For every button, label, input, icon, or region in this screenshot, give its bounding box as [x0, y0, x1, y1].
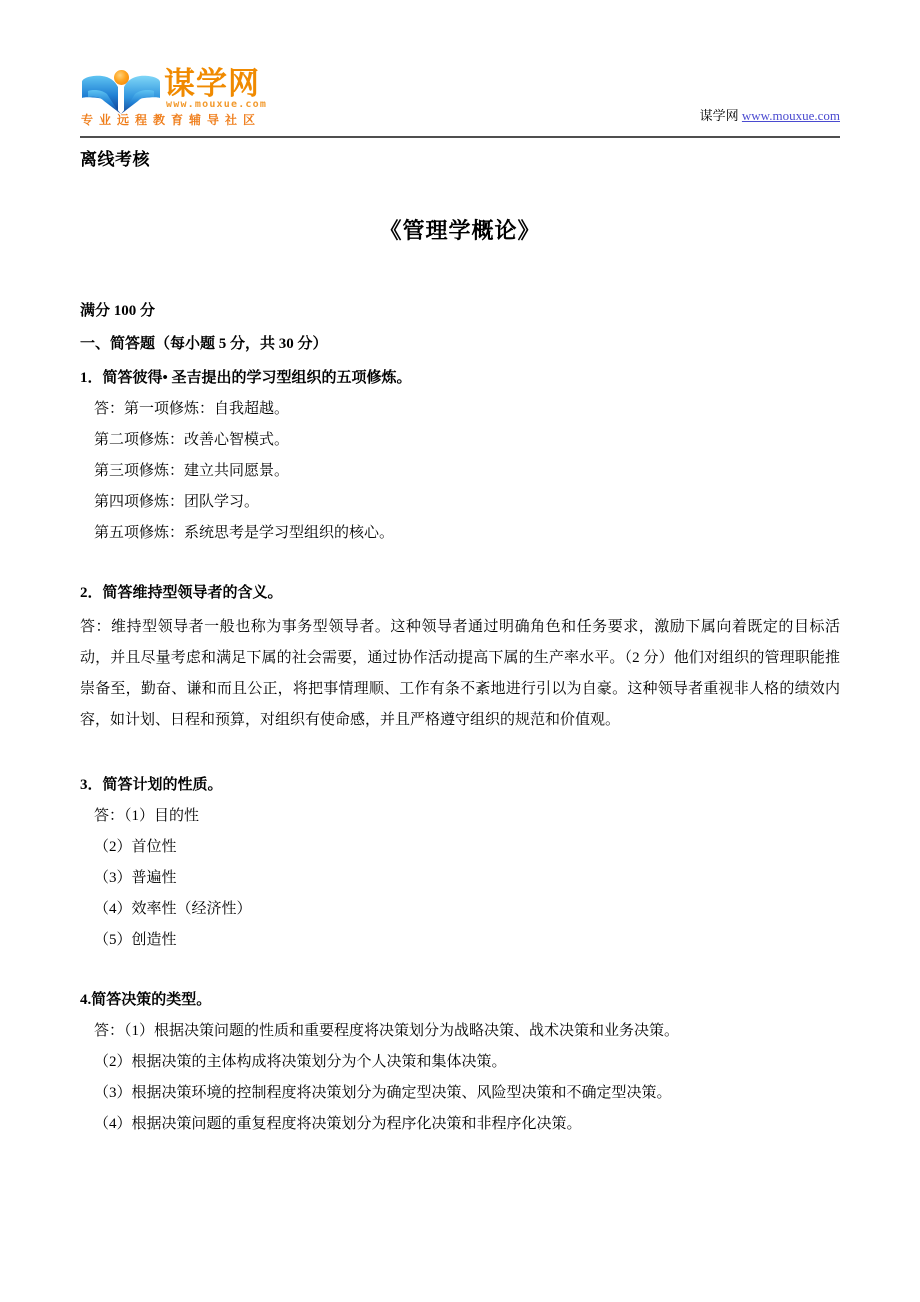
- kicker-heading: 离线考核: [80, 150, 150, 169]
- spacer: [80, 736, 840, 762]
- answer-3-line-5: （5）创造性: [94, 932, 177, 948]
- header-divider: [80, 136, 840, 138]
- question-2-prompt: 简答维持型领导者的含义。: [102, 585, 283, 601]
- question-3-number: 3．: [80, 777, 103, 793]
- document-body: [80, 148, 840, 1135]
- page-title: 《管理学概论》: [379, 218, 541, 243]
- total-score: 满分 100 分: [80, 303, 156, 319]
- question-3-prompt: 简答计划的性质。: [102, 777, 223, 793]
- answer-3-line-4: （4）效率性（经济性）: [94, 901, 252, 917]
- logo-tagline: 专业远程教育辅导社区: [81, 113, 262, 127]
- question-4-prompt: 简答决策的类型。: [91, 992, 212, 1008]
- answer-1-line-3: 第三项修炼：建立共同愿景。: [94, 463, 290, 479]
- answer-3-line-3: （3）普遍性: [94, 870, 177, 886]
- answer-1-line-4: 第四项修炼：团队学习。: [94, 494, 260, 510]
- page-header: [80, 68, 840, 140]
- logo-brand-url: www.mouxue.com: [166, 99, 268, 110]
- question-4-number: 4.: [80, 992, 92, 1008]
- m-book-icon: [80, 75, 162, 114]
- answer-4-line-2: （2）根据决策的主体构成将决策划分为个人决策和集体决策。: [94, 1054, 507, 1070]
- logo-brand-text: 谋学网: [164, 66, 260, 102]
- site-logo: [80, 68, 295, 128]
- answer-4-line-1: 答：（1）根据决策问题的性质和重要程度将决策划分为战略决策、战术决策和业务决策。: [94, 1023, 680, 1039]
- answer-2-paragraph: 答：维持型领导者一般也称为事务型领导者。这种领导者通过明确角色和任务要求，激励下属向着既定的目标活动，并且尽量考虑和满足下属的社会需要，通过协作活动提高下属的生产率水平。（2 分）他们对组织的管理职能推崇备至，勤奋、谦和而且公正，将把事情理顺、工作有条不紊地进行引以为自豪。这种领导者重视非人格的绩效内容，如计划、日程和预算，对组织有使命感，并且严格遵守组织的规范和价值观。: [80, 619, 840, 728]
- question-3: [80, 774, 840, 796]
- answer-1-line-5: 第五项修炼：系统思考是学习型组织的核心。: [94, 525, 395, 541]
- answer-3-line-1: 答：（1）目的性: [94, 808, 200, 824]
- answer-4-line-3: （3）根据决策环境的控制程度将决策划分为确定型决策、风险型决策和不确定型决策。: [94, 1085, 672, 1101]
- answer-3-line-2: （2）首位性: [94, 839, 177, 855]
- question-2: [80, 582, 840, 604]
- spacer: [80, 951, 840, 977]
- question-1-number: 1．: [80, 370, 103, 386]
- answer-4-line-4: （4）根据决策问题的重复程度将决策划分为程序化决策和非程序化决策。: [94, 1116, 582, 1132]
- question-1: [80, 367, 840, 389]
- spacer: [80, 544, 840, 570]
- section-heading: 一、简答题（每小题 5 分，共 30 分）: [80, 336, 328, 352]
- question-1-prompt: 简答彼得• 圣吉提出的学习型组织的五项修炼。: [102, 370, 412, 386]
- mouxue-logo-icon: [80, 70, 162, 114]
- header-site-name: 谋学网: [699, 108, 742, 123]
- question-4: [80, 989, 840, 1011]
- answer-1-line-2: 第二项修炼：改善心智模式。: [94, 432, 290, 448]
- header-site-link[interactable]: www.mouxue.com: [741, 108, 840, 123]
- question-2-number: 2．: [80, 585, 103, 601]
- answer-1-line-1: 答：第一项修炼：自我超越。: [94, 401, 290, 417]
- header-site-reference: [700, 108, 840, 124]
